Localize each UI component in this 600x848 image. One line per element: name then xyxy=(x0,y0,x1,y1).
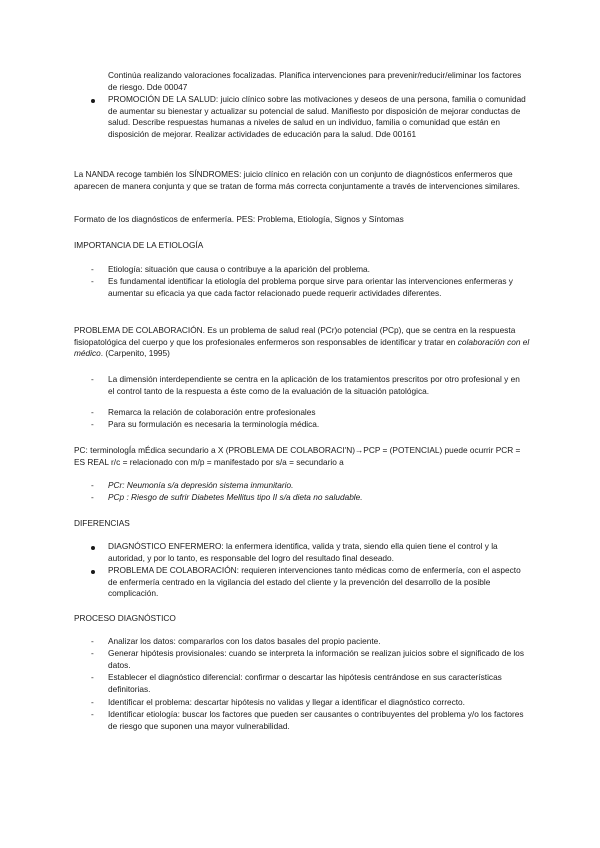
proceso-item: Identificar el problema: descartar hipótesis no validas y llegar a identificar el diagnóstico correcto. xyxy=(108,697,465,707)
importancia-heading: IMPORTANCIA DE LA ETIOLOGÍA xyxy=(74,240,204,250)
example-item: PCr: Neumonía s/a depresión sistema inmunitario. xyxy=(108,480,294,490)
dash-marker: - xyxy=(91,264,94,274)
dash-marker: - xyxy=(91,636,94,646)
dash-marker: - xyxy=(91,419,94,429)
sindromes-paragraph: La NANDA recoge también los SÍNDROMES: juicio clínico en relación con un conjunto de diagnósticos enfermeros que aparecen de manera conjunta y que se tratan de forma más correcta conjuntamente a través de intervenciones similares. xyxy=(74,169,520,191)
problema-colaboracion-paragraph xyxy=(74,325,530,360)
proceso-item: Generar hipótesis provisionales: cuando se interpreta la información se realizan juicios sobre el significado de los datos. xyxy=(108,648,524,670)
proceso-item: Establecer el diagnóstico diferencial: confirmar o descartar las hipótesis centrándose en sus características definitorias. xyxy=(108,672,502,694)
colaboracion-item: Remarca la relación de colaboración entre profesionales xyxy=(108,407,316,417)
proceso-heading: PROCESO DIAGNÓSTICO xyxy=(74,613,176,623)
dash-marker: - xyxy=(91,672,94,682)
dash-marker: - xyxy=(91,697,94,707)
colaboracion-item: Para su formulación es necesaria la terminología médica. xyxy=(108,419,320,429)
continuation-paragraph: Continúa realizando valoraciones focalizadas. Planifica intervenciones para prevenir/reducir/eliminar los factores de riesgo. Dde 00047 xyxy=(108,70,522,92)
diferencias-item: PROBLEMA DE COLABORACIÓN: requieren intervenciones tanto médicas como de enfermería, con el aspecto de enfermería centrado en la vigilancia del estado del cliente y la prevención del desarrollo de la posible complicación. xyxy=(108,565,521,599)
bullet-dot xyxy=(91,546,95,550)
problema-colaboracion-text: PROBLEMA DE COLABORACIÓN. Es un problema de salud real (PCr)o potencial (PCp), que se centra en la respuesta fisiopatológica del cuerpo y que los profesionales enfermeros son responsables de identificar y tratar en xyxy=(74,325,516,347)
dash-marker: - xyxy=(91,374,94,384)
dash-marker: - xyxy=(91,407,94,417)
bullet-dot xyxy=(91,99,95,103)
carpenito-citation: . (Carpenito, 1995) xyxy=(100,348,170,359)
proceso-item: Analizar los datos: compararlos con los datos basales del propio paciente. xyxy=(108,636,381,646)
pc-terminologia-paragraph: PC: terminologÍa mÉdica secundario a X (PROBLEMA DE COLABORACI'N)→PCP = (POTENCIAL) puede ocurrir PCR = ES REAL r/c = relacionado con m/p = manifestado por s/a = secundario a xyxy=(74,445,521,467)
importancia-item: Etiología: situación que causa o contribuye a la aparición del problema. xyxy=(108,264,370,274)
colaboracion-item: La dimensión interdependiente se centra en la aplicación de los tratamientos prescritos por otro profesional y en el control tanto de la respuesta a éste como de la evaluación de la situación patológica. xyxy=(108,374,520,396)
promocion-item: PROMOCIÓN DE LA SALUD: juicio clínico sobre las motivaciones y deseos de una persona, familia o comunidad de aumentar su bienestar y actualizar su potencial de salud. Manifiesto por disposición de mejorar conductas de salud. Describe respuestas humanas a niveles de salud en un individuo, familia o comunidad que están en disposición de mejorar. Realizar actividades de educación para la salud. Dde 00161 xyxy=(108,94,526,139)
example-item: PCp : Riesgo de sufrir Diabetes Mellitus tipo II s/a dieta no saludable. xyxy=(108,492,363,502)
bullet-dot xyxy=(91,570,95,574)
formato-paragraph: Formato de los diagnósticos de enfermería. PES: Problema, Etiología, Signos y Síntomas xyxy=(74,214,404,224)
importancia-item: Es fundamental identificar la etiología del problema porque sirve para orientar las intervenciones enfermeras y aumentar su eficacia ya que cada factor relacionado puede requerir actividades diferentes. xyxy=(108,276,513,298)
dash-marker: - xyxy=(91,709,94,719)
dash-marker: - xyxy=(91,480,94,490)
diferencias-item: DIAGNÓSTICO ENFERMERO: la enfermera identifica, valida y trata, siendo ella quien tiene el control y la autoridad, y por lo tanto, es responsable del logro del resultado final deseado. xyxy=(108,541,498,563)
diferencias-heading: DIFERENCIAS xyxy=(74,518,130,528)
dash-marker: - xyxy=(91,276,94,286)
dash-marker: - xyxy=(91,492,94,502)
proceso-item: Identificar etiología: buscar los factores que pueden ser causantes o contribuyentes del problema y/o los factores de riesgo que suponen una mayor vulnerabilidad. xyxy=(108,709,524,731)
dash-marker: - xyxy=(91,648,94,658)
colaboracion-medico-text: colaboración con el médico xyxy=(74,336,530,359)
